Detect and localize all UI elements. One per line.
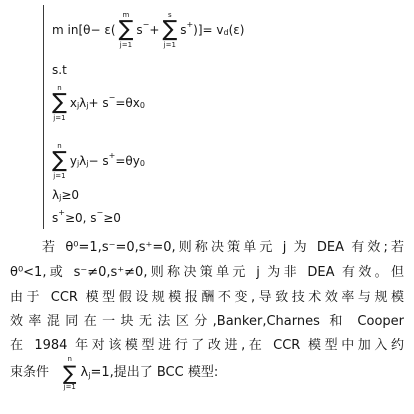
objective-suffix: )]= v: [193, 23, 224, 37]
paragraph-line-4: 效率混同在一块无法区分,Banker,Charnes 和 Cooper: [10, 314, 404, 329]
summation-output: [52, 142, 67, 180]
last-line-start: 束条件: [10, 365, 50, 380]
summation-symbol: ∑: [52, 90, 67, 115]
output-constraint: n ∑ j=1 y j λ j − s + =θy 0: [52, 142, 145, 180]
summation-lower: j=1: [53, 114, 66, 122]
output-slack: − s: [88, 154, 109, 168]
paragraph-line-1: 若 θ⁰=1,s⁻=0,s⁺=0,则称决策单元 j 为 DEA 有效;若: [42, 240, 404, 255]
slack-minus-term: s: [136, 23, 143, 37]
slack-plus-term: s: [180, 23, 187, 37]
input-rhs: =θx: [115, 96, 140, 110]
summation-lower: j=1: [119, 41, 133, 49]
output-rhs: =θy: [115, 154, 140, 168]
input-slack: + s: [88, 96, 109, 110]
lambda: λ: [80, 365, 89, 380]
subject-to-label: [52, 63, 67, 77]
objective-prefix: m in[θ− ε(: [52, 23, 116, 37]
summation-1: [119, 11, 134, 49]
input-var: x: [69, 96, 77, 110]
lambda: λ: [79, 96, 87, 110]
paragraph-line-2: θ⁰<1,或 s⁻≠0,s⁺≠0,则称决策单元 j 为非 DEA 有效。但: [10, 265, 404, 280]
lambda: λ: [52, 188, 60, 202]
summation-upper: n: [67, 355, 72, 363]
slack-constraint: s + ≥0, s − ≥0: [52, 208, 121, 225]
input-constraint: n ∑ j=1 x j λ j + s − =θx 0: [52, 84, 145, 122]
summation-lower: j=1: [163, 41, 176, 49]
summation-lower: j=1: [63, 383, 76, 391]
lambda-rhs: ≥0: [61, 188, 80, 202]
summation-symbol: ∑: [162, 17, 178, 42]
paragraph-line-3: 由于 CCR 模型假设规模报酬不变,导致技术效率与规模: [10, 290, 404, 305]
last-line-end: =1,提出了 BCC 模型:: [90, 365, 219, 380]
summation-lower: j=1: [53, 172, 66, 180]
constraint-brace: [43, 5, 44, 229]
summation-upper: n: [57, 142, 62, 150]
summation-symbol: ∑: [118, 17, 134, 42]
slack-plus: s: [52, 211, 59, 225]
summation-symbol: ∑: [63, 361, 77, 385]
objective-tail: (ε): [228, 23, 245, 37]
output-var: y: [69, 154, 77, 168]
summation-upper: s: [167, 11, 172, 19]
paragraph-line-6: 束条件 n ∑ j=1 λ j =1,提出了 BCC 模型:: [10, 355, 219, 391]
paragraph-line-5: 在 1984 年对该模型进行了改进,在 CCR 模型中加入约: [10, 338, 404, 353]
lambda: λ: [79, 154, 87, 168]
subject-to-text: s.t: [52, 63, 67, 77]
lambda-constraint: λ j ≥0: [52, 188, 80, 202]
summation-input: [52, 84, 67, 122]
plus-sign: +: [149, 23, 160, 37]
summation-bcc: [63, 355, 76, 391]
summation-upper: m: [122, 11, 130, 19]
summation-2: [162, 11, 177, 49]
slack-mid: ≥0, s: [64, 211, 97, 225]
objective-function: m in[θ− ε( m ∑ j=1 s − + s ∑ j=1 s + )]= v d (ε): [52, 11, 245, 49]
slack-end: ≥0: [103, 211, 121, 225]
summation-symbol: ∑: [52, 148, 67, 173]
summation-upper: n: [57, 84, 62, 92]
